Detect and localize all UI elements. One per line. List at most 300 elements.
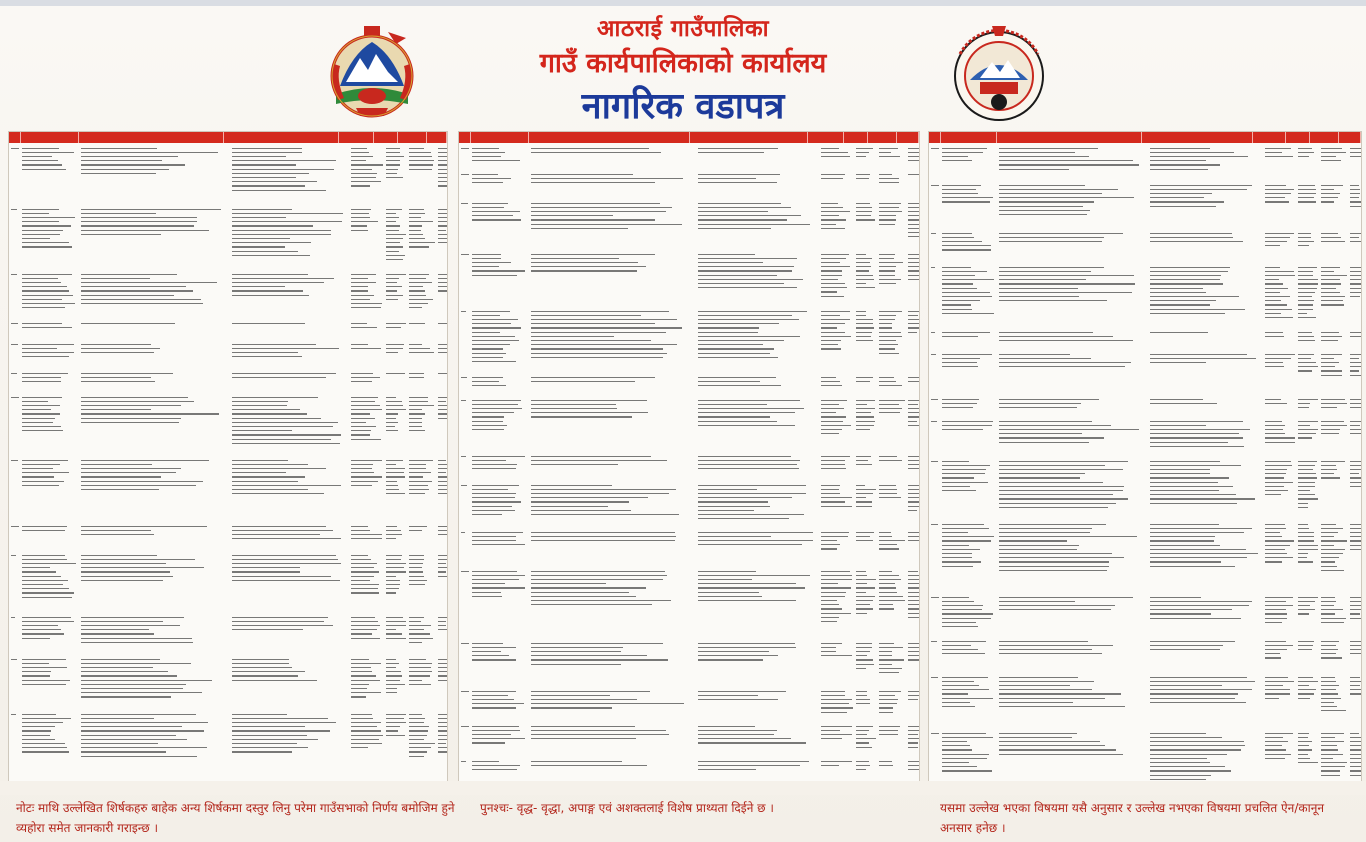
text-line [856,270,870,271]
text-line [1321,304,1345,305]
text-line [879,258,895,259]
text-line [386,413,398,414]
text-line [856,742,869,743]
text-line [908,460,919,461]
table-header [929,132,1361,143]
text-line [999,741,1101,742]
text-line [1350,540,1362,541]
text-line [931,332,936,333]
text-line [856,579,876,580]
table-body [929,144,1361,782]
text-line [1350,528,1363,529]
text-line [1298,553,1308,554]
text-line [1298,477,1318,478]
text-line [1265,754,1291,755]
text-line [1350,197,1359,198]
text-line [351,303,383,304]
text-line [409,530,422,531]
text-line [472,381,500,382]
text-line [879,664,892,665]
text-line [232,481,299,482]
text-line [531,761,623,762]
text-line [879,761,893,762]
text-line [999,605,1116,606]
text-line [821,262,841,263]
text-line [698,203,782,204]
text-line [1265,429,1284,430]
text-line [821,148,840,149]
text-line [821,178,844,179]
text-line [1350,370,1360,371]
text-line [698,178,757,179]
text-line [1150,169,1208,170]
text-line [1150,702,1247,703]
text-line [1321,375,1343,376]
text-line [821,327,837,328]
text-line [409,164,434,165]
text-line [942,292,990,293]
table-row [9,657,447,709]
text-line [879,353,900,354]
text-line [999,169,1069,170]
text-line [1150,486,1233,487]
text-line [999,494,1113,495]
text-line [1321,193,1341,194]
text-line [879,532,892,533]
text-line [409,629,425,630]
text-line [232,397,319,398]
text-line [698,587,805,588]
text-line [472,532,524,533]
text-line [1298,540,1315,541]
text-line [821,400,847,401]
text-line [438,555,449,556]
text-line [698,421,777,422]
text-line [1298,473,1317,474]
text-line [438,274,449,275]
text-line [1321,477,1341,478]
text-line [942,613,993,614]
table-row [929,146,1361,180]
text-line [386,259,403,260]
text-line [472,404,518,405]
text-line [438,735,448,736]
text-line [698,287,798,288]
text-line [22,526,68,527]
text-line [1298,677,1313,678]
text-line [942,561,982,562]
text-line [1321,156,1337,157]
text-line [472,348,503,349]
text-line [856,497,866,498]
text-line [81,221,197,222]
text-line [409,730,429,731]
text-line [1321,275,1347,276]
text-line [351,485,373,486]
text-line [856,416,874,417]
text-line [81,377,151,378]
text-line [1265,681,1294,682]
text-line [1321,570,1344,571]
text-line [908,254,921,255]
top-strip [0,0,1366,6]
text-line [472,540,517,541]
text-line [908,323,920,324]
text-line [1321,160,1342,161]
text-line [942,283,973,284]
text-line [1150,498,1256,499]
text-line [879,266,897,267]
text-line [1298,366,1318,367]
text-line [698,148,778,149]
text-line [999,206,1083,207]
text-line [232,730,331,731]
text-line [879,381,896,382]
text-line [232,621,324,622]
text-line [22,625,58,626]
text-line [698,332,759,333]
text-line [22,213,49,214]
text-line [856,691,868,692]
text-line [386,588,400,589]
text-line [856,207,873,208]
text-line [698,532,814,533]
text-line [698,408,804,409]
text-line [1321,241,1346,242]
text-line [1150,605,1250,606]
text-line [409,617,425,618]
text-line [1298,403,1310,404]
text-line [821,275,843,276]
text-line [999,733,1077,734]
text-line [531,583,606,584]
text-line [1265,597,1294,598]
text-line [942,465,991,466]
text-line [908,408,921,409]
text-line [856,336,871,337]
table-header [9,132,447,143]
text-line [821,651,837,652]
table-row [459,146,919,169]
text-line [698,506,771,507]
text-line [908,617,921,618]
text-line [1150,469,1211,470]
text-line [821,296,844,297]
text-line [879,659,904,660]
text-line [81,629,150,630]
text-line [999,241,1102,242]
text-line [821,270,843,271]
text-line [409,413,426,414]
text-line [821,707,853,708]
text-line [999,681,1095,682]
text-line [351,617,375,618]
table-row [459,252,919,306]
text-line [232,468,327,469]
text-line [22,659,66,660]
text-line [409,580,428,581]
text-line [81,667,154,668]
text-line [1350,482,1363,483]
text-line [81,555,158,556]
text-line [409,352,434,353]
text-line [1298,275,1313,276]
text-line [1350,649,1363,650]
text-line [232,526,326,527]
text-line [22,460,68,461]
text-line [81,274,178,275]
text-line [409,464,427,465]
text-line [931,461,939,462]
text-line [1350,267,1363,268]
text-line [879,668,903,669]
text-line [22,290,69,291]
text-line [698,738,791,739]
text-line [821,587,852,588]
text-line [11,209,17,210]
text-line [999,528,1093,529]
text-line [999,561,1110,562]
text-line [1298,689,1316,690]
text-line [879,323,893,324]
text-line [942,160,972,161]
text-line [22,307,65,308]
text-line [461,691,469,692]
text-line [1150,566,1235,567]
text-line [999,490,1124,491]
text-line [81,344,151,345]
text-line [1298,296,1313,297]
text-line [461,485,468,486]
text-line [1350,403,1363,404]
text-line [81,726,183,727]
text-line [942,366,978,367]
text-line [1150,482,1218,483]
text-line [351,323,368,324]
text-line [856,460,869,461]
text-line [438,409,448,410]
text-line [1321,271,1334,272]
text-line [999,164,1139,165]
text-line [999,503,1117,504]
text-line [1321,649,1338,650]
text-line [821,575,852,576]
text-line [942,185,981,186]
text-line [409,221,433,222]
text-line [438,730,449,731]
text-line [409,299,433,300]
text-line [856,695,868,696]
text-line [1150,296,1240,297]
table-row [9,321,447,339]
text-line [409,756,424,757]
text-line [81,526,208,527]
text-line [351,714,372,715]
text-line [22,747,67,748]
text-line [856,765,870,766]
text-line [1321,618,1346,619]
text-line [1265,197,1286,198]
text-line [879,279,901,280]
text-line [1321,653,1337,654]
text-line [351,688,368,689]
text-line [821,311,850,312]
text-line [879,311,903,312]
text-line [908,659,921,660]
text-line [1321,340,1339,341]
text-line [232,735,307,736]
text-line [232,164,296,165]
text-line [386,621,406,622]
text-line [232,667,293,668]
text-line [351,730,381,731]
text-line [1321,197,1339,198]
text-line [438,282,449,283]
text-line [879,178,900,179]
table-row [9,207,447,269]
text-line [351,217,370,218]
table-row [459,569,919,631]
text-line [879,319,895,320]
text-line [438,160,449,161]
text-line [409,405,434,406]
text-line [22,675,51,676]
text-line [386,286,403,287]
text-line [1150,193,1213,194]
text-line [999,193,1103,194]
text-line [232,464,309,465]
text-line [999,737,1072,738]
text-line [351,209,371,210]
text-line [351,559,371,560]
text-line [879,408,902,409]
text-line [1150,292,1206,293]
text-line [386,246,403,247]
text-line [821,655,853,656]
text-line [1321,237,1341,238]
text-line [1150,164,1221,165]
text-line [1298,279,1318,280]
text-line [461,726,469,727]
text-line [821,152,849,153]
text-line [22,246,73,247]
text-line [351,739,380,740]
text-line [22,559,67,560]
table-row [9,342,447,368]
text-line [856,219,875,220]
text-line [22,481,64,482]
text-line [698,323,780,324]
text-line [409,642,422,643]
text-line [531,340,652,341]
text-line [1350,193,1361,194]
text-line [409,409,422,410]
text-line [409,493,426,494]
text-line [879,583,896,584]
text-line [1298,557,1308,558]
text-line [999,461,1129,462]
text-line [386,401,403,402]
text-line [409,571,423,572]
text-line [232,476,306,477]
text-line [942,758,987,759]
text-line [351,580,370,581]
text-line [942,766,978,767]
text-line [232,617,329,618]
text-line [22,323,63,324]
text-line [1298,503,1309,504]
text-line [351,472,375,473]
text-line [856,456,871,457]
text-line [908,747,919,748]
text-line [232,173,310,174]
text-line [1321,641,1339,642]
text-line [1350,745,1361,746]
text-line [1321,540,1347,541]
text-line [351,659,369,660]
text-line [81,460,210,461]
text-line [1150,403,1218,404]
text-line [1350,549,1363,550]
text-line [81,617,185,618]
text-line [531,344,678,345]
text-line [999,421,1092,422]
text-line [409,489,429,490]
text-line [438,352,449,353]
text-line [856,761,870,762]
text-line [1321,283,1342,284]
text-line [908,540,921,541]
text-line [409,751,428,752]
text-line [1150,645,1224,646]
text-line [81,751,167,752]
text-line [1350,275,1363,276]
text-line [472,344,510,345]
table-body [459,144,919,782]
text-line [22,373,68,374]
text-line [999,536,1137,537]
text-line [908,761,921,762]
text-line [472,258,502,259]
text-line [1298,461,1318,462]
table-row [929,330,1361,349]
text-line [22,225,72,226]
text-line [942,362,977,363]
text-line [908,501,921,502]
text-line [942,309,973,310]
text-line [232,348,339,349]
text-line [22,238,50,239]
text-line [1350,737,1362,738]
text-line [908,726,921,727]
footer-note-left: नोटः माथि उल्लेखित शिर्षकहरु बाहेक अन्य शिर्षकमा दस्तुर लिनु परेमा गाउँसभाको निर्णय बमोजिम हुने व्यहोरा समेत जानकारी गराइन्छ । [16,801,455,835]
text-line [1265,536,1283,537]
text-line [351,169,372,170]
text-line [821,224,836,225]
text-line [999,271,1091,272]
text-line [856,412,871,413]
text-line [386,295,403,296]
text-line [1265,737,1284,738]
table-row [929,419,1361,456]
text-line [1265,189,1295,190]
text-line [531,323,656,324]
text-line [698,311,808,312]
text-line [942,358,980,359]
text-line [409,209,425,210]
text-line [386,242,400,243]
text-line [1150,693,1238,694]
